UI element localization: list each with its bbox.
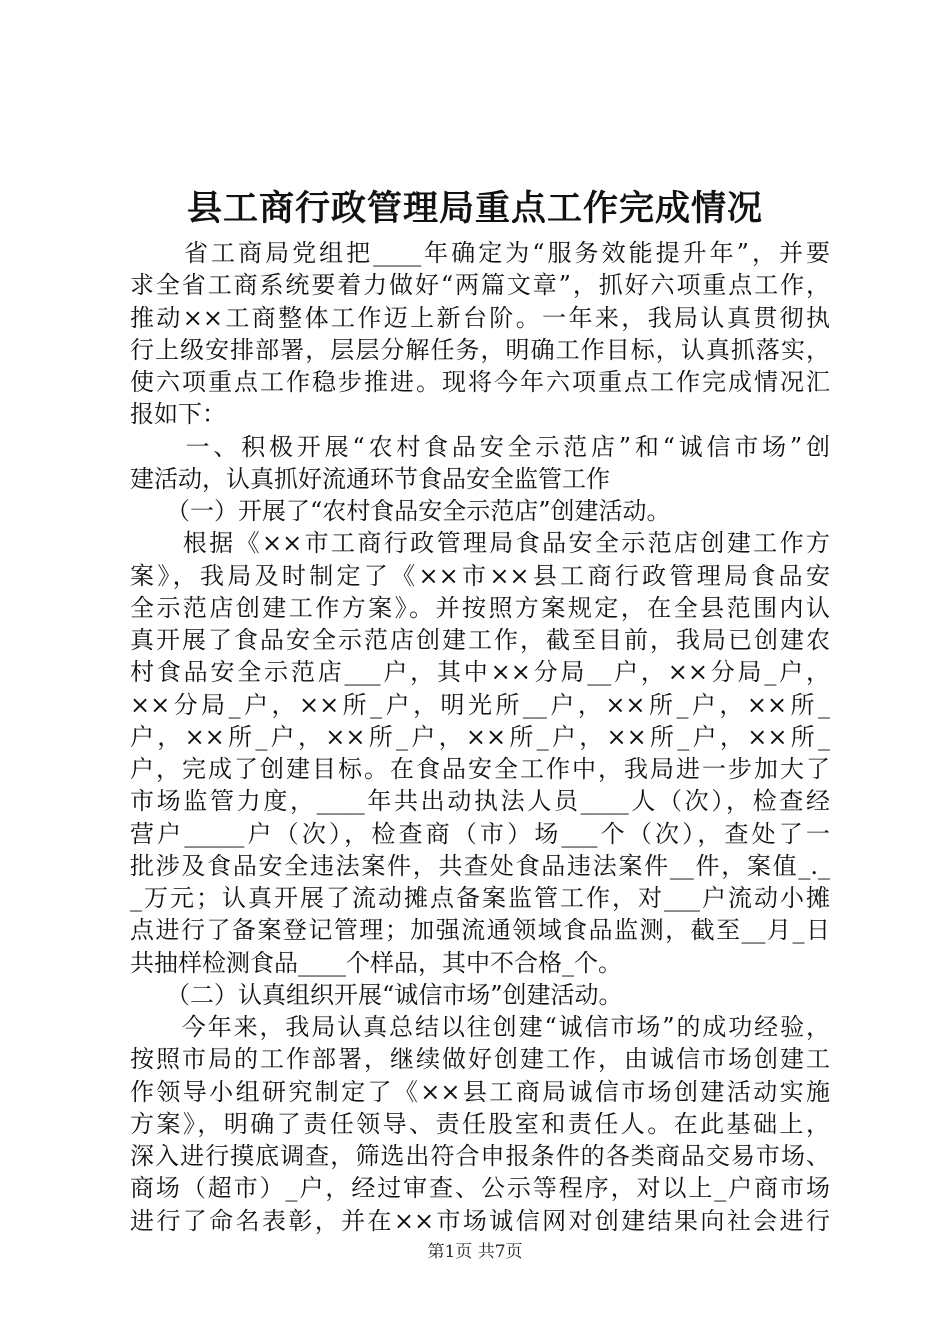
body-line: _万元；认真开展了流动摊点备案监管工作，对___户流动小摊 xyxy=(130,884,830,912)
section-heading: 一、积极开展“农村食品安全示范店”和“诚信市场”创 xyxy=(130,432,830,461)
body-line: 深入进行摸底调查，筛选出符合申报条件的各类商品交易市场、 xyxy=(130,1142,830,1170)
body-line: 报如下： xyxy=(130,400,226,429)
subsection-heading: （一）开展了“农村食品安全示范店”创建活动。 xyxy=(130,497,671,525)
body-line: 今年来，我局认真总结以往创建“诚信市场”的成功经验， xyxy=(130,1013,830,1041)
body-line: 共抽样检测食品____个样品，其中不合格_个。 xyxy=(130,948,622,977)
body-line: 商场（超市）_户，经过审查、公示等程序，对以上_户商市场 xyxy=(130,1174,830,1203)
body-line: 户，完成了创建目标。在食品安全工作中，我局进一步加大了 xyxy=(130,755,830,783)
body-line: 村食品安全示范店___户，其中××分局__户，××分局_户， xyxy=(130,658,830,687)
body-line: 根据《××市工商行政管理局食品安全示范店创建工作方 xyxy=(130,529,830,558)
body-line: 作领导小组研究制定了《××县工商局诚信市场创建活动实施 xyxy=(130,1077,830,1106)
document-body xyxy=(130,237,830,1237)
body-line: 求全省工商系统要着力做好“两篇文章”，抓好六项重点工作， xyxy=(130,271,830,300)
document-title: 县工商行政管理局重点工作完成情况 xyxy=(186,188,763,229)
body-line: 进行了命名表彰，并在××市场诚信网对创建结果向社会进行 xyxy=(130,1206,830,1235)
body-line: 批涉及食品安全违法案件，共查处食品违法案件__件，案值_._ xyxy=(130,851,830,880)
body-line: 真开展了食品安全示范店创建工作，截至目前，我局已创建农 xyxy=(130,626,830,654)
page-number-footer: 第1页 共7页 xyxy=(427,1242,523,1262)
body-line: 行上级安排部署，层层分解任务，明确工作目标，认真抓落实， xyxy=(130,335,830,364)
body-line: 点进行了备案登记管理；加强流通领域食品监测，截至__月_日 xyxy=(130,916,830,945)
body-line: 使六项重点工作稳步推进。现将今年六项重点工作完成情况汇 xyxy=(130,368,830,396)
body-line: ××分局_户，××所_户，明光所__户，××所_户，××所_ xyxy=(130,690,830,719)
section-heading: 建活动，认真抓好流通环节食品安全监管工作 xyxy=(130,464,610,493)
subsection-heading: （二）认真组织开展“诚信市场”创建活动。 xyxy=(130,980,623,1009)
body-line: 省工商局党组把____年确定为“服务效能提升年”，并要 xyxy=(130,239,830,267)
body-line: 方案》，明确了责任领导、责任股室和责任人。在此基础上， xyxy=(130,1109,830,1138)
body-line: 按照市局的工作部署，继续做好创建工作，由诚信市场创建工 xyxy=(130,1045,830,1074)
body-line: 户，××所_户，××所_户，××所_户，××所_户，××所_ xyxy=(130,722,830,751)
body-line: 推动××工商整体工作迈上新台阶。一年来，我局认真贯彻执 xyxy=(130,303,830,332)
body-line: 市场监管力度，____年共出动执法人员____人（次），检查经 xyxy=(130,787,830,816)
body-line: 案》，我局及时制定了《××市××县工商行政管理局食品安 xyxy=(130,561,830,590)
body-line: 营户_____户（次），检查商（市）场___个（次），查处了一 xyxy=(130,819,830,848)
body-line: 全示范店创建工作方案》。并按照方案规定，在全县范围内认 xyxy=(130,593,830,622)
